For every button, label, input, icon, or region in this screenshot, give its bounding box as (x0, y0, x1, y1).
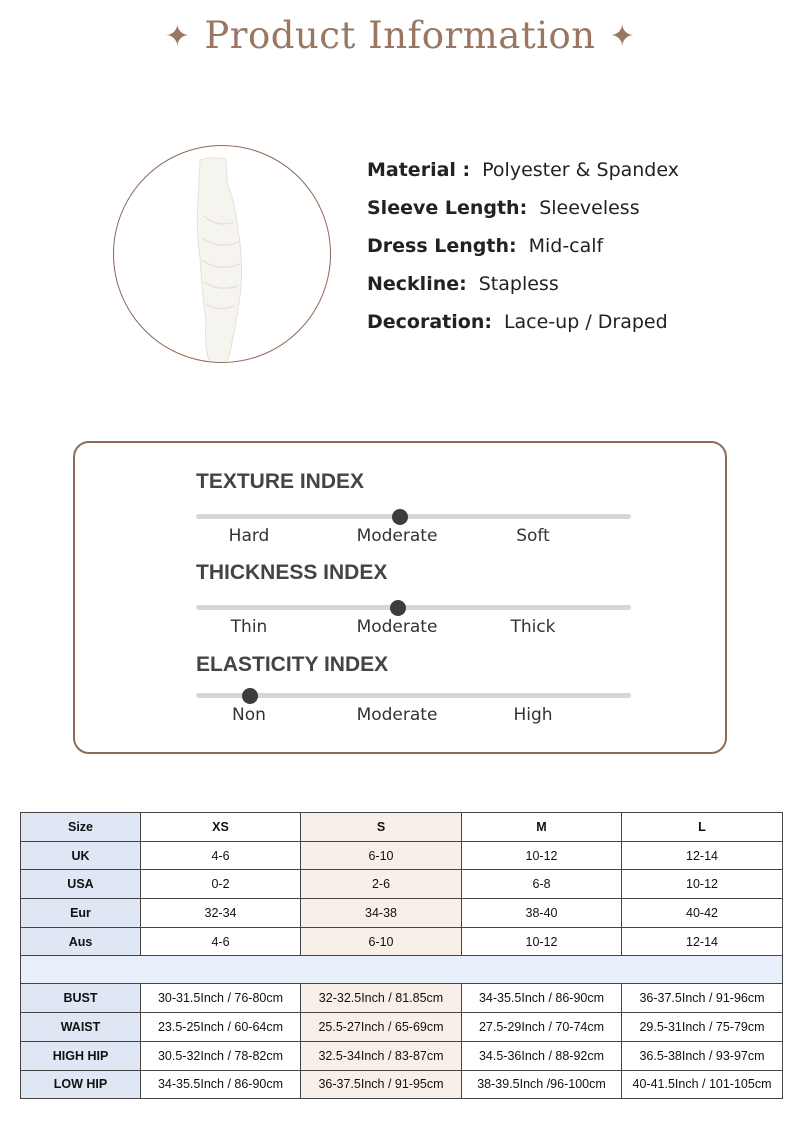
table-row: USA 0-2 2-6 6-8 10-12 (21, 870, 783, 899)
table-row: UK 4-6 6-10 10-12 12-14 (21, 841, 783, 870)
table-row: WAIST 23.5-25Inch / 60-64cm 25.5-27Inch / 65-69cm 27.5-29Inch / 70-74cm 29.5-31Inch / 75-79cm (21, 1013, 783, 1042)
elasticity-label-mid: Moderate (356, 705, 438, 725)
header-cell: S (301, 813, 462, 842)
table-spacer-row (21, 956, 783, 984)
texture-label-high: Soft (516, 526, 550, 546)
thickness-label-low: Thin (230, 617, 268, 637)
texture-index-title: TEXTURE INDEX (196, 470, 365, 493)
texture-label-low: Hard (228, 526, 270, 546)
table-row: HIGH HIP 30.5-32Inch / 78-82cm 32.5-34Inch / 83-87cm 34.5-36Inch / 88-92cm 36.5-38Inch / 93-97cm (21, 1041, 783, 1070)
thickness-index-knob (390, 600, 406, 616)
texture-index-track (196, 514, 631, 519)
elasticity-index-title: ELASTICITY INDEX (196, 653, 389, 676)
dress-illustration (114, 146, 330, 362)
table-header-row (21, 813, 783, 842)
table-row: BUST 30-31.5Inch / 76-80cm 32-32.5Inch / 81.85cm 34-35.5Inch / 86-90cm 36-37.5Inch / 91-96cm (21, 984, 783, 1013)
page-title (0, 14, 800, 57)
header-cell: Size (21, 813, 141, 842)
header-cell: XS (141, 813, 301, 842)
spec-list (367, 155, 679, 345)
title-text: Product Information (204, 14, 596, 57)
thickness-label-high: Thick (510, 617, 556, 637)
elasticity-index-knob (242, 688, 258, 704)
table-row: Eur 32-34 34-38 38-40 40-42 (21, 899, 783, 928)
thickness-index-track (196, 605, 631, 610)
product-photo (113, 145, 331, 363)
spec-decoration: Decoration: Lace-up / Draped (367, 311, 668, 333)
sparkle-icon: ✦ (164, 19, 191, 54)
size-chart-table (20, 812, 783, 1099)
spec-dress-length: Dress Length: Mid-calf (367, 235, 604, 257)
thickness-index-title: THICKNESS INDEX (196, 561, 388, 584)
elasticity-label-high: High (513, 705, 553, 725)
table-row: LOW HIP 34-35.5Inch / 86-90cm 36-37.5Inch / 91-95cm 38-39.5Inch /96-100cm 40-41.5Inch / 101-105cm (21, 1070, 783, 1099)
header-cell: L (622, 813, 783, 842)
sparkle-icon: ✦ (609, 19, 636, 54)
spec-neckline: Neckline: Stapless (367, 273, 559, 295)
elasticity-label-low: Non (232, 705, 266, 725)
elasticity-index-track (196, 693, 631, 698)
texture-index-knob (392, 509, 408, 525)
table-row: Aus 4-6 6-10 10-12 12-14 (21, 927, 783, 956)
spec-material: Material : Polyester & Spandex (367, 159, 679, 181)
header-cell: M (462, 813, 622, 842)
texture-label-mid: Moderate (356, 526, 438, 546)
thickness-label-mid: Moderate (356, 617, 438, 637)
spec-sleeve-length: Sleeve Length: Sleeveless (367, 197, 640, 219)
